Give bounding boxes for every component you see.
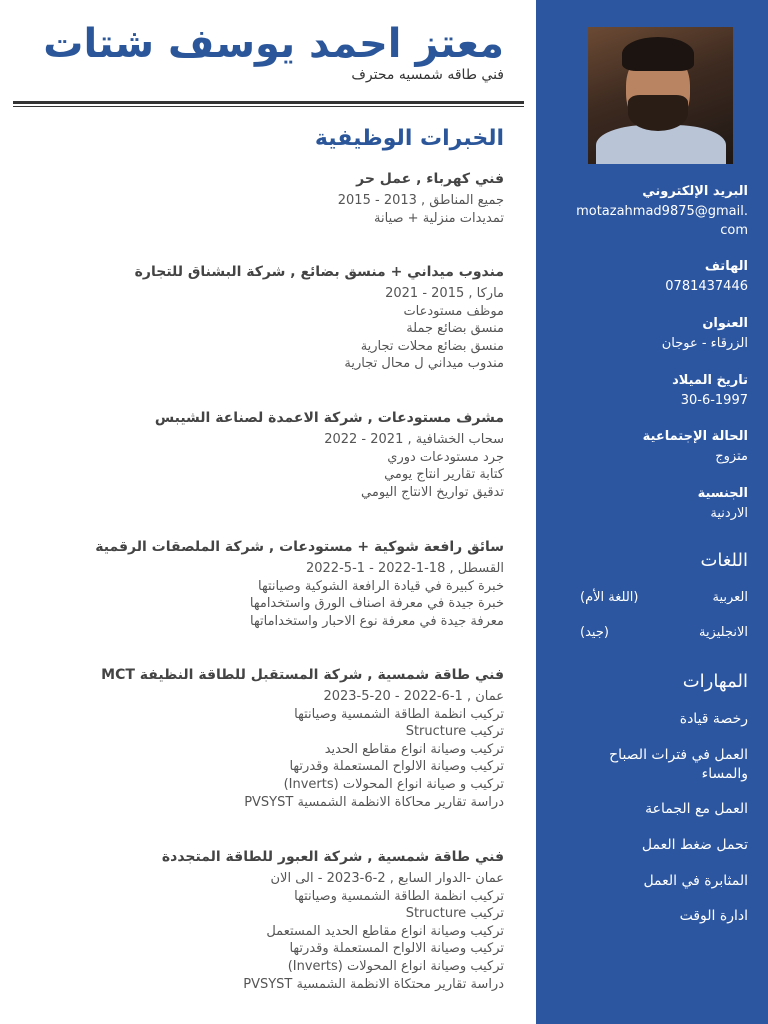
nationality-label: الجنسية xyxy=(697,486,748,501)
dob-value: 30-6-1997 xyxy=(680,393,748,408)
skill-text: المثابرة في العمل xyxy=(643,873,748,889)
job-meta: القسطل , 18-1-2022 - 1-5-2022 xyxy=(305,561,504,576)
job-entry xyxy=(24,263,504,373)
skill-text: والمساء xyxy=(701,766,748,782)
language-level: (جيد) xyxy=(580,625,609,640)
language-level: (اللغة الأم) xyxy=(580,590,639,605)
job-duty: مندوب ميداني ل محال تجارية xyxy=(344,356,504,372)
job-title: فني طاقة شمسية , شركة العبور للطاقة المتجددة xyxy=(161,849,504,865)
language-row xyxy=(556,625,748,645)
job-title: سائق رافعة شوكية + مستودعات , شركة الملصقات الرقمية xyxy=(95,539,504,555)
skill-text: ادارة الوقت xyxy=(679,908,748,924)
email-line: com xyxy=(720,223,748,238)
job-duty: معرفة جيدة في معرفة نوع الاحبار واستخداماتها xyxy=(250,613,504,629)
job-duty: تركيب وصيانة الالواح المستعملة وقدرتها xyxy=(289,941,504,957)
job-title: فني كهرباء , عمل حر xyxy=(356,171,504,187)
skill-item xyxy=(556,746,748,784)
languages-heading: اللغات xyxy=(700,550,748,571)
job-duty: تركيب انظمة الطاقة الشمسية وصيانتها xyxy=(294,888,504,904)
job-meta: جميع المناطق , 2013 - 2015 xyxy=(337,193,504,208)
job-duty: موظف مستودعات xyxy=(403,303,504,319)
nationality-block xyxy=(556,484,748,523)
job-meta: ماركا , 2015 - 2021 xyxy=(385,286,504,301)
job-entry xyxy=(24,170,504,227)
header-divider-thin xyxy=(13,106,524,107)
job-duty: خبرة كبيرة في قيادة الرافعة الشوكية وصيانتها xyxy=(258,578,504,594)
skill-item xyxy=(556,836,748,855)
dob-block xyxy=(556,371,748,410)
candidate-name: معتز احمد يوسف شتات xyxy=(43,21,504,67)
job-duty: تركيب انظمة الطاقة الشمسية وصيانتها xyxy=(294,706,504,722)
job-duty: جرد مستودعات دوري xyxy=(387,449,504,465)
job-duty: خبرة جيدة في معرفة اصناف الورق واستخدامها xyxy=(249,596,504,612)
skill-item xyxy=(556,800,748,819)
language-name: العربية xyxy=(712,590,748,605)
candidate-title: فني طاقه شمسيه محترف xyxy=(351,67,504,83)
job-duty: تركيب و صيانة انواع المحولات (Inverts) xyxy=(283,776,504,792)
job-duty: تركيب وصيانة الالواح المستعملة وقدرتها xyxy=(289,759,504,775)
email-value xyxy=(556,202,748,240)
skill-text: رخصة قيادة xyxy=(679,711,748,727)
address-value: الزرقاء - عوجان xyxy=(661,336,748,351)
job-duty: تركيب وصيانة انواع مقاطع الحديد المستعمل xyxy=(266,923,504,939)
sidebar xyxy=(536,0,768,1024)
language-name: الانجليزية xyxy=(698,625,748,640)
job-duty: تركيب Structure xyxy=(405,906,504,922)
job-meta: عمان -الدوار السابع , 2-6-2023 - الى الان xyxy=(270,871,504,886)
nationality-value: الاردنية xyxy=(710,506,748,521)
job-entry xyxy=(24,666,504,811)
address-label: العنوان xyxy=(702,316,748,331)
phone-label: الهاتف xyxy=(704,259,748,274)
language-row xyxy=(556,590,748,610)
job-title: مشرف مستودعات , شركة الاعمدة لصناعة الشيبس xyxy=(154,410,504,426)
skill-text: العمل في فترات الصباح xyxy=(609,747,748,763)
email-block xyxy=(556,182,748,240)
profile-photo xyxy=(588,27,733,164)
job-duty: دراسة تقارير محتكاة الانظمة الشمسية PVSYST xyxy=(243,976,504,992)
job-duty: تدقيق تواريخ الانتاج اليومي xyxy=(361,484,504,500)
job-duty: تمديدات منزلية + صيانة xyxy=(374,210,504,226)
job-title: مندوب ميداني + منسق بضائع , شركة البشناق للتجارة xyxy=(134,264,504,280)
job-meta: عمان , 1-6-2022 - 20-5-2023 xyxy=(323,689,504,704)
job-duty: كتابة تقارير انتاج يومي xyxy=(384,467,504,483)
phone-block xyxy=(556,257,748,296)
job-entry xyxy=(24,409,504,501)
marital-value: متزوج xyxy=(715,449,748,464)
skill-text: تحمل ضغط العمل xyxy=(641,837,748,853)
address-block xyxy=(556,314,748,353)
job-duty: تركيب وصيانة انواع المحولات (Inverts) xyxy=(287,958,504,974)
job-entry xyxy=(24,848,504,993)
job-duty: منسق بضائع جملة xyxy=(406,321,504,337)
phone-value: 0781437446 xyxy=(665,279,748,294)
email-line: motazahmad9875@gmail. xyxy=(576,204,748,219)
dob-label: تاريخ الميلاد xyxy=(672,373,748,388)
job-title: فني طاقة شمسية , شركة المستقبل للطاقة النظيفة MCT xyxy=(101,667,504,683)
skill-text: العمل مع الجماعة xyxy=(645,801,748,817)
job-entry xyxy=(24,538,504,630)
header-divider xyxy=(13,101,524,104)
job-duty: تركيب وصيانة انواع مقاطع الحديد xyxy=(324,741,504,757)
email-label: البريد الإلكتروني xyxy=(642,184,748,199)
job-duty: تركيب Structure xyxy=(405,724,504,740)
skills-heading: المهارات xyxy=(682,671,748,692)
experience-heading: الخبرات الوظيفية xyxy=(314,126,504,151)
job-duty: دراسة تقارير محاكاة الانظمة الشمسية PVSYST xyxy=(244,794,504,810)
job-duty: منسق بضائع محلات تجارية xyxy=(360,338,504,354)
skill-item xyxy=(556,710,748,729)
marital-label: الحالة الإجتماعية xyxy=(642,429,748,444)
marital-block xyxy=(556,427,748,466)
skill-item xyxy=(556,872,748,891)
job-meta: سحاب الخشافية , 2021 - 2022 xyxy=(324,432,504,447)
skill-item xyxy=(556,907,748,926)
